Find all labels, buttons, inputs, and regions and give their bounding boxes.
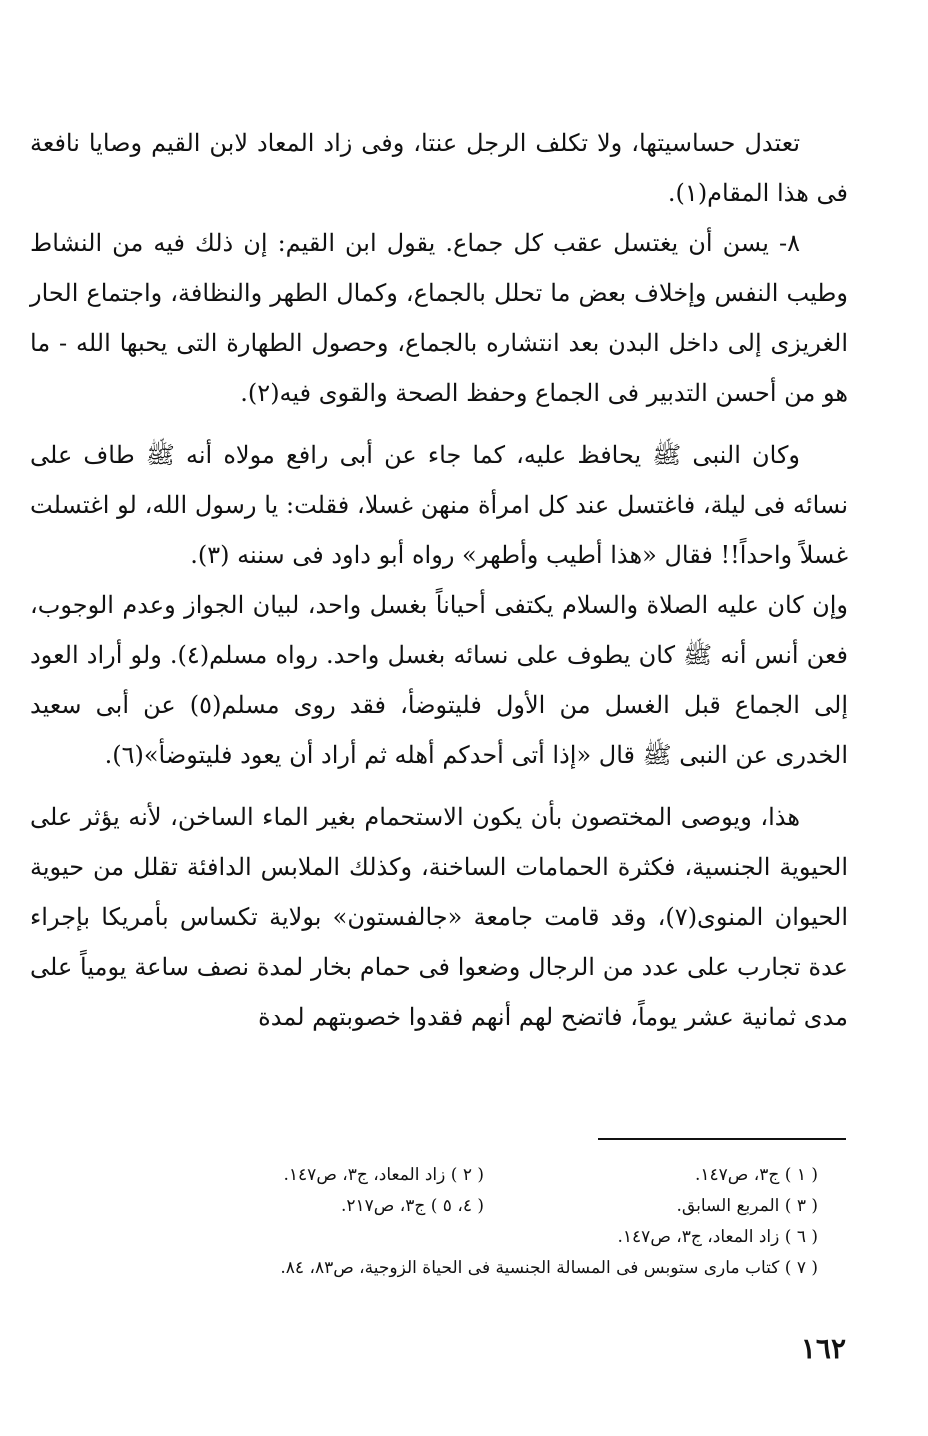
- page-number: ١٦٢: [800, 1332, 846, 1365]
- paragraph-4: وإن كان عليه الصلاة والسلام يكتفى أحياناً بغسل واحد، لبيان الجواز وعدم الوجوب، فعن أنس أنه ﷺ كان يطوف على نسائه بغسل واحد. رواه مسلم(٤). ولو أراد العود إلى الجماع قبل الغسل من الأول فليتوضأ، فقد روى مسلم(٥) عن أبى سعيد الخدرى عن النبى ﷺ قال «إذا أتى أحدكم أهله ثم أراد أن يعود فليتوضأ»(٦).: [30, 591, 849, 769]
- footnote-3: ( ٣ ) المربع السابق.: [676, 1196, 818, 1216]
- footnote-2: ( ٢ ) زاد المعاد، ج٣، ص١٤٧.: [283, 1165, 484, 1185]
- footnote-row: [150, 1191, 818, 1222]
- footnote-4-5: ( ٤، ٥ ) ج٣، ص٢١٧.: [340, 1196, 484, 1216]
- paragraph-1: تعتدل حساسيتها، ولا تكلف الرجل عنتا، وفى زاد المعاد لابن القيم وصايا نافعة فى هذا المقام(١).: [30, 129, 848, 207]
- footnotes: [150, 1160, 818, 1284]
- paragraph-5: هذا، ويوصى المختصون بأن يكون الاستحمام بغير الماء الساخن، لأنه يؤثر على الحيوية الجنسية، فكثرة الحمامات الساخنة، وكذلك الملابس الدافئة تقلل من حيوية الحيوان المنوى(٧)، وقد قامت جامعة «جالفستون» بولاية تكساس بأمريكا بإجراء عدة تجارب على عدد من الرجال وضعوا فى حمام بخار لمدة نصف ساعة يومياً على مدى ثمانية عشر يوماً، فاتضح لهم أنهم فقدوا خصوبتهم لمدة: [30, 803, 848, 1031]
- footnote-separator: [598, 1138, 846, 1140]
- footnote-row: [150, 1160, 818, 1191]
- footnote-1: ( ١ ) ج٣، ص١٤٧.: [694, 1165, 818, 1185]
- footnote-7: ( ٧ ) كتاب مارى ستوبس فى المسالة الجنسية فى الحياة الزوجية، ص٨٣، ٨٤.: [280, 1258, 818, 1278]
- page-body: [30, 118, 848, 1054]
- footnote-6: ( ٦ ) زاد المعاد، ج٣، ص١٤٧.: [617, 1227, 818, 1247]
- paragraph-3: وكان النبى ﷺ يحافظ عليه، كما جاء عن أبى رافع مولاه أنه ﷺ طاف على نسائه فى ليلة، فاغتسل عند كل امرأة منهن غسلا، فقلت: يا رسول الله، لو اغتسلت غسلاً واحداً!! فقال «هذا أطيب وأطهر» رواه أبو داود فى سننه (٣).: [30, 441, 848, 569]
- paragraph-2: ٨- يسن أن يغتسل عقب كل جماع. يقول ابن القيم: إن ذلك فيه من النشاط وطيب النفس وإخلاف بعض ما تحلل بالجماع، وكمال الطهر والنظافة، واجتماع الحار الغريزى إلى داخل البدن بعد انتشاره بالجماع، وحصول الطهارة التى يحبها الله - ما هو من أحسن التدبير فى الجماع وحفظ الصحة والقوى فيه(٢).: [30, 229, 848, 407]
